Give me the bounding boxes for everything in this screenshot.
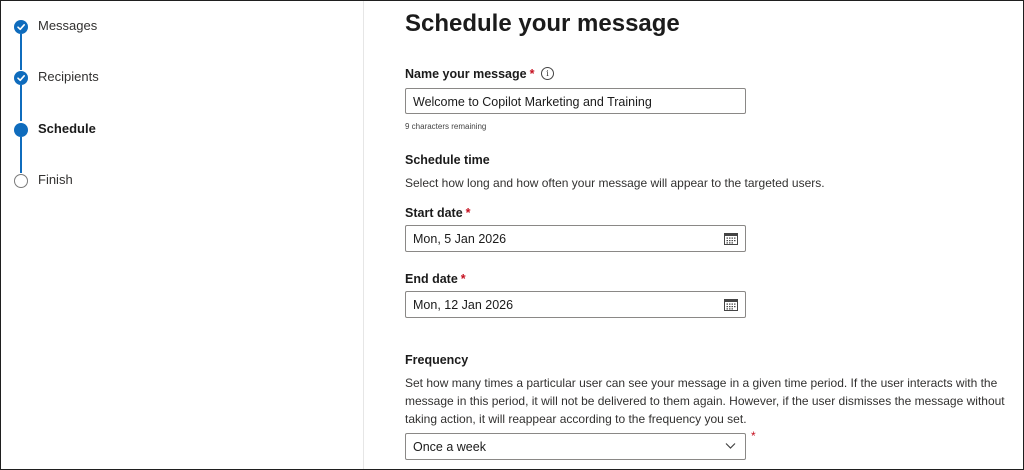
end-date-picker[interactable] xyxy=(405,291,746,318)
frequency-dropdown[interactable] xyxy=(405,433,746,460)
required-mark: * xyxy=(465,206,471,220)
check-circle-icon xyxy=(14,20,28,34)
check-circle-icon xyxy=(14,71,28,85)
required-mark: * xyxy=(460,272,466,286)
step-schedule[interactable] xyxy=(1,118,341,142)
step-messages[interactable] xyxy=(1,15,341,39)
schedule-time-heading: Schedule time xyxy=(405,153,490,167)
start-date-label: Start date * xyxy=(405,206,471,220)
end-date-label: End date * xyxy=(405,272,466,286)
step-label: Finish xyxy=(38,172,73,187)
step-connector xyxy=(20,85,22,121)
end-date-value: Mon, 12 Jan 2026 xyxy=(413,298,514,312)
start-date-picker[interactable] xyxy=(405,225,746,252)
frequency-description: Set how many times a particular user can see your message in a given time period. If the user interacts with the message in this period, it will not be delivered to them again. However, if the user dismisses the message without taking action, it will reappear according to the frequency you set. xyxy=(405,376,1005,426)
page-title: Schedule your message xyxy=(405,10,680,37)
start-date-value: Mon, 5 Jan 2026 xyxy=(413,232,507,246)
required-mark: * xyxy=(751,429,756,443)
step-label: Recipients xyxy=(38,69,99,84)
step-finish[interactable] xyxy=(1,169,341,193)
frequency-selected-value: Once a week xyxy=(413,440,486,454)
calendar-icon[interactable] xyxy=(724,232,738,245)
calendar-icon[interactable] xyxy=(724,298,738,311)
chevron-down-icon[interactable] xyxy=(725,442,736,450)
step-connector xyxy=(20,34,22,70)
wizard-stepper xyxy=(1,1,364,469)
characters-remaining: 9 characters remaining xyxy=(405,122,487,131)
required-mark: * xyxy=(529,67,535,81)
name-field-label: Name your message * xyxy=(405,67,535,81)
step-label: Messages xyxy=(38,18,98,33)
step-label: Schedule xyxy=(38,121,96,136)
step-recipients[interactable] xyxy=(1,66,341,90)
info-icon[interactable]: i xyxy=(541,67,554,80)
empty-circle-icon xyxy=(14,174,28,188)
step-connector xyxy=(20,137,22,173)
current-step-dot-icon xyxy=(14,123,28,137)
message-name-value: Welcome to Copilot Marketing and Training xyxy=(413,95,652,109)
schedule-time-description: Select how long and how often your message will appear to the targeted users. xyxy=(405,176,825,190)
frequency-heading: Frequency xyxy=(405,353,469,367)
message-name-input[interactable] xyxy=(405,88,746,114)
